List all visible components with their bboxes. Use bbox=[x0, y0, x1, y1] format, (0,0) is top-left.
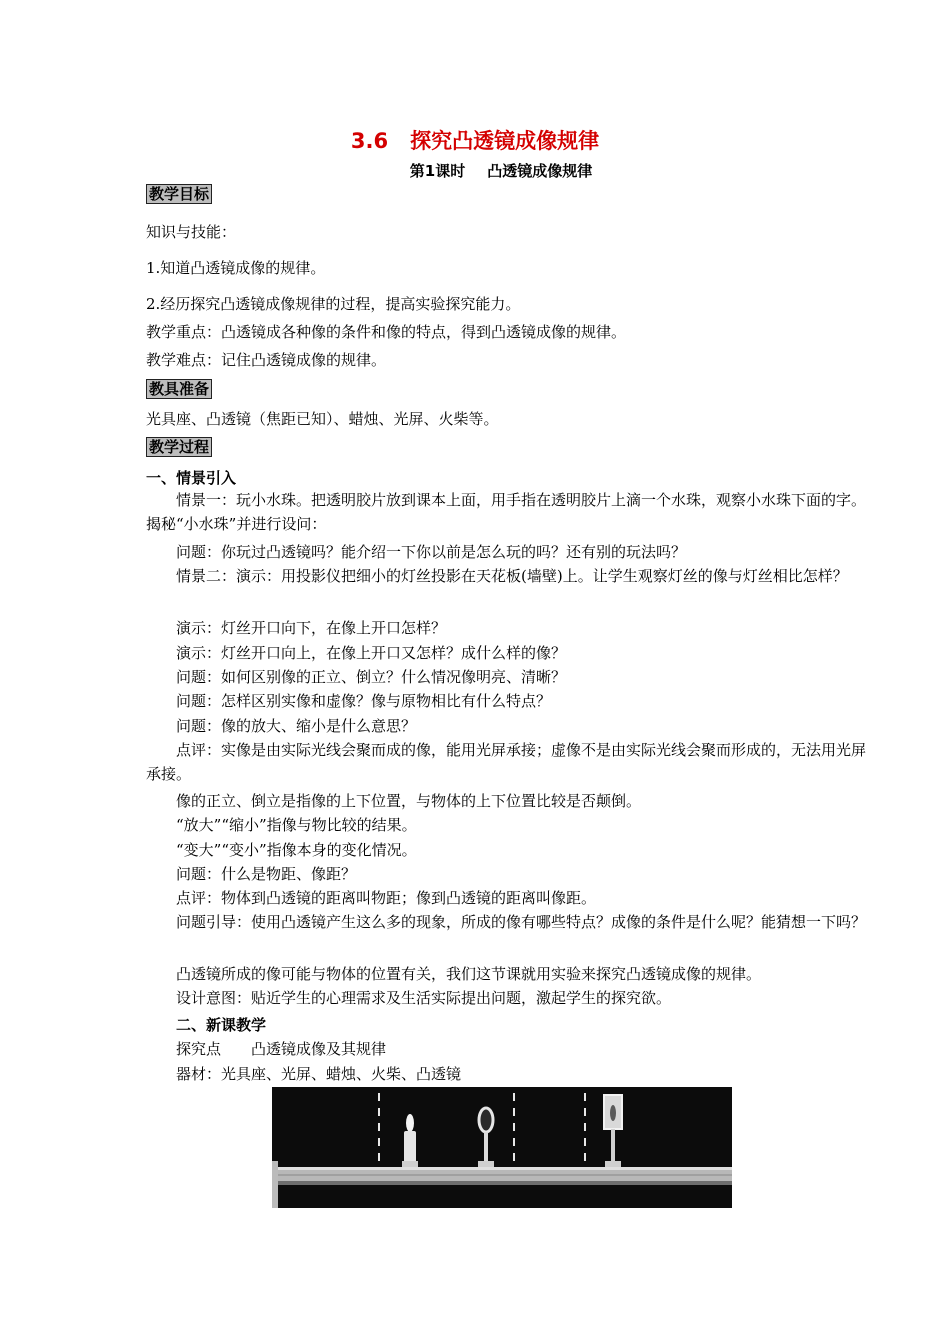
note-2: “放大”“缩小”指像与物比较的结果。 bbox=[176, 816, 417, 834]
scene1-text: 情景一：玩小水珠。把透明胶片放到课本上面，用手指在透明胶片上滴一个水珠，观察小水珠下面的字。揭秘“小水珠”并进行设问： bbox=[146, 491, 867, 533]
lesson-label: 第1课时 bbox=[409, 162, 466, 180]
goal-item-2: 2.经历探究凸透镜成像规律的过程，提高实验探究能力。 bbox=[146, 295, 521, 313]
lesson-topic: 凸透镜成像规律 bbox=[487, 162, 593, 180]
explore-point-text: 凸透镜成像及其规律 bbox=[251, 1040, 387, 1058]
note-3: “变大”“变小”指像本身的变化情况。 bbox=[176, 841, 417, 859]
question-5: 问题：什么是物距、像距？ bbox=[176, 865, 357, 883]
explore-point bbox=[176, 1039, 386, 1059]
explore-point-label: 探究点 bbox=[176, 1040, 222, 1058]
page-subtitle bbox=[0, 160, 950, 181]
note-1: 像的正立、倒立是指像的上下位置，与物体的上下位置比较是否颠倒。 bbox=[176, 792, 642, 810]
question-2: 问题：如何区别像的正立、倒立？什么情况像明亮、清晰？ bbox=[176, 668, 567, 686]
intro-text: 凸透镜所成的像可能与物体的位置有关，我们这节课就用实验来探究凸透镜成像的规律。 bbox=[176, 965, 762, 983]
question-1: 问题：你玩过凸透镜吗？能介绍一下你以前是怎么玩的吗？还有别的玩法吗？ bbox=[176, 543, 687, 561]
question-4: 问题：像的放大、缩小是什么意思？ bbox=[176, 717, 417, 735]
page-title bbox=[0, 125, 950, 155]
question-3: 问题：怎样区别实像和虚像？像与原物相比有什么特点？ bbox=[176, 692, 552, 710]
demo-1: 演示：灯丝开口向下，在像上开口怎样？ bbox=[176, 619, 447, 637]
section-goals-header: 教学目标 bbox=[146, 184, 212, 204]
part2-heading: 二、新课教学 bbox=[176, 1016, 267, 1034]
design-intent: 设计意图：贴近学生的心理需求及生活实际提出问题，激起学生的探究欲。 bbox=[176, 989, 672, 1007]
comment-1: 点评：实像是由实际光线会聚而成的像，能用光屏承接；虚像不是由实际光线会聚而形成的，无法用光屏承接。 bbox=[146, 741, 867, 783]
section-tools-header: 教具准备 bbox=[146, 379, 212, 399]
scene2-text: 情景二：演示：用投影仪把细小的灯丝投影在天花板(墙壁)上。让学生观察灯丝的像与灯丝相比怎样？ bbox=[176, 567, 848, 585]
demo-2: 演示：灯丝开口向上，在像上开口又怎样？成什么样的像？ bbox=[176, 644, 567, 662]
comment-2: 点评：物体到凸透镜的距离叫物距；像到凸透镜的距离叫像距。 bbox=[176, 889, 597, 907]
title-number: 3.6 bbox=[350, 129, 389, 153]
title-text: 探究凸透镜成像规律 bbox=[410, 129, 600, 153]
tools-text: 光具座、凸透镜（焦距已知）、蜡烛、光屏、火柴等。 bbox=[146, 410, 499, 428]
part1-heading: 一、情景引入 bbox=[146, 469, 237, 487]
knowledge-label: 知识与技能： bbox=[146, 223, 237, 241]
section-process-header: 教学过程 bbox=[146, 437, 212, 457]
goal-item-1: 1.知道凸透镜成像的规律。 bbox=[146, 259, 326, 277]
teaching-difficulty: 教学难点：记住凸透镜成像的规律。 bbox=[146, 351, 387, 369]
optical-bench-illustration bbox=[272, 1087, 732, 1208]
materials-text: 器材：光具座、光屏、蜡烛、火柴、凸透镜 bbox=[176, 1065, 462, 1083]
teaching-focus: 教学重点：凸透镜成各种像的条件和像的特点，得到凸透镜成像的规律。 bbox=[146, 323, 627, 341]
optical-bench-photo bbox=[272, 1087, 732, 1208]
question-guide: 问题引导：使用凸透镜产生这么多的现象，所成的像有哪些特点？成像的条件是什么呢？能猜想一下吗？ bbox=[176, 913, 867, 931]
